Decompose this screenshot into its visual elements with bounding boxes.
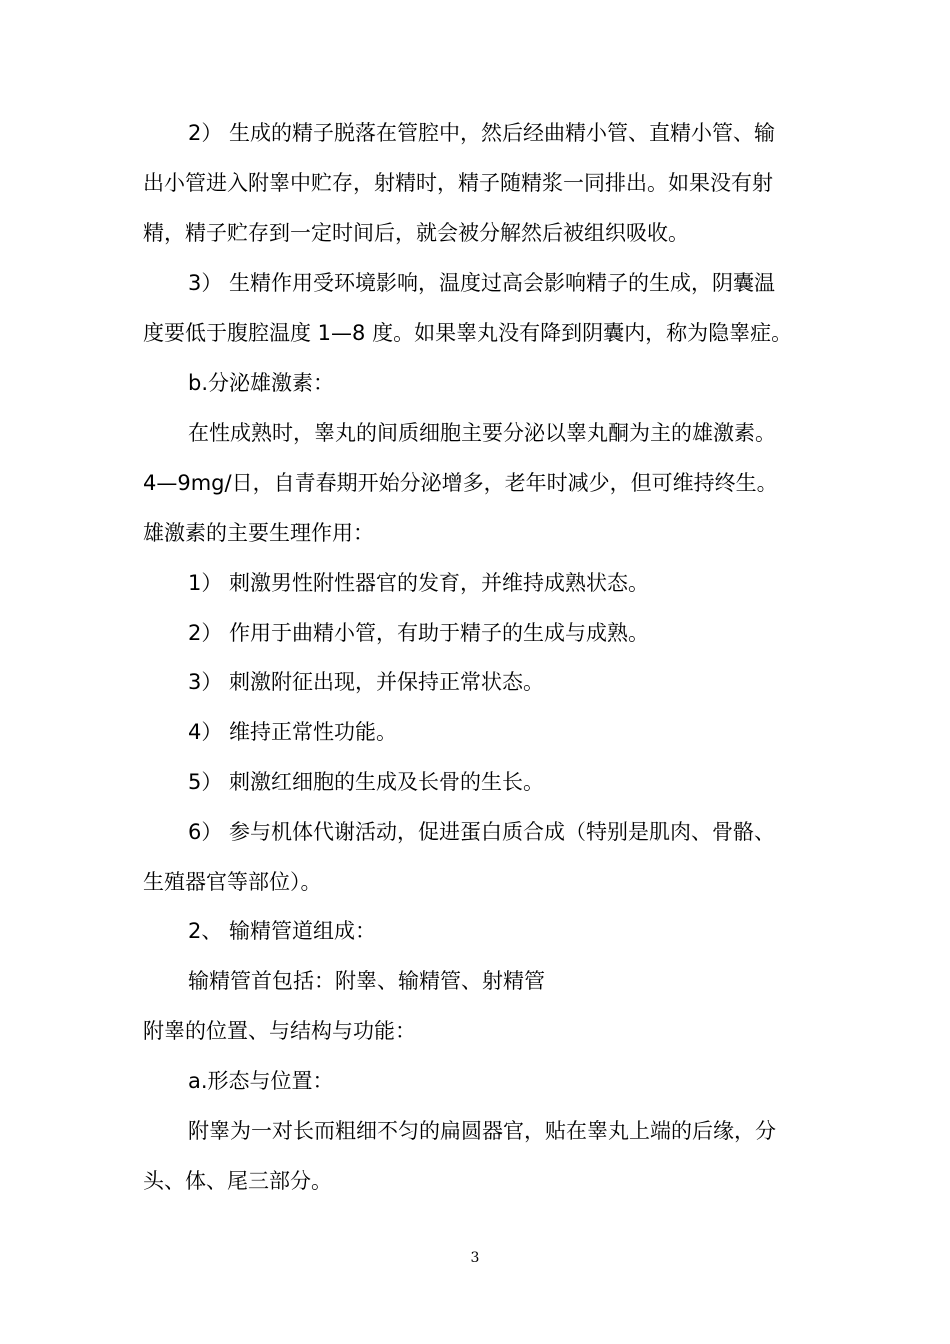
list-item: 1） 刺激男性附性器官的发育，并维持成熟状态。 bbox=[188, 571, 650, 595]
list-item: 4） 维持正常性功能。 bbox=[188, 720, 398, 744]
text-line: 3） 生精作用受环境影响，温度过高会影响精子的生成，阴囊温 bbox=[188, 271, 776, 295]
list-item: 5） 刺激红细胞的生成及长骨的生长。 bbox=[188, 770, 545, 794]
text-line: 精，精子贮存到一定时间后，就会被分解然后被组织吸收。 bbox=[143, 221, 689, 245]
text-line: 雄激素的主要生理作用： bbox=[143, 521, 374, 545]
text-line: 头、体、尾三部分。 bbox=[143, 1169, 332, 1193]
text-line: 出小管进入附睾中贮存，射精时，精子随精浆一同排出。如果没有射 bbox=[143, 171, 773, 195]
text-line: 生殖器官等部位）。 bbox=[143, 870, 322, 894]
section-heading: a.形态与位置： bbox=[188, 1069, 334, 1093]
section-heading: 2、 输精管道组成： bbox=[188, 919, 377, 943]
text-line: 输精管首包括：附睾、输精管、射精管 bbox=[188, 969, 545, 993]
list-item: 3） 刺激附征出现，并保持正常状态。 bbox=[188, 670, 545, 694]
section-heading: b.分泌雄激素： bbox=[188, 371, 335, 395]
text-line: 4—9mg/日，自青春期开始分泌增多，老年时减少，但可维持终生。 bbox=[143, 471, 778, 495]
text-line: 附睾的位置、与结构与功能： bbox=[143, 1019, 416, 1043]
text-line: 度要低于腹腔温度 1—8 度。如果睾丸没有降到阴囊内，称为隐睾症。 bbox=[143, 321, 793, 345]
list-item: 2） 作用于曲精小管，有助于精子的生成与成熟。 bbox=[188, 621, 650, 645]
list-item: 6） 参与机体代谢活动，促进蛋白质合成（特别是肌肉、骨骼、 bbox=[188, 820, 776, 844]
text-line: 2） 生成的精子脱落在管腔中，然后经曲精小管、直精小管、输 bbox=[188, 121, 776, 145]
text-line: 附睾为一对长而粗细不匀的扁圆器官，贴在睾丸上端的后缘，分 bbox=[188, 1119, 776, 1143]
page-number: 3 bbox=[470, 1250, 480, 1266]
text-line: 在性成熟时，睾丸的间质细胞主要分泌以睾丸酮为主的雄激素。 bbox=[188, 421, 776, 445]
